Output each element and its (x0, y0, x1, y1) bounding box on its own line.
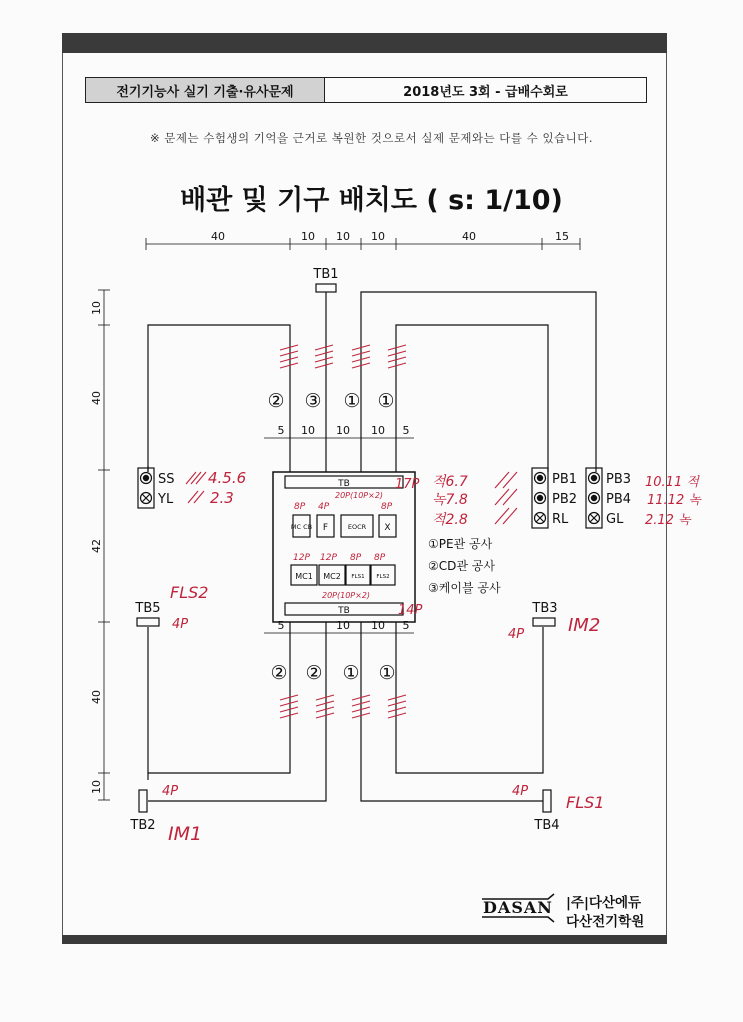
lamp-rl-label: RL (552, 512, 569, 527)
hw-im2: IM2 (568, 615, 601, 636)
relay-x-label: X (384, 523, 391, 533)
dim-lower-3: 5 (402, 619, 410, 632)
pipe-type-lower-0: ② (270, 662, 288, 684)
dim-lower-2: 10 (371, 619, 385, 632)
dim-upper-4: 5 (402, 424, 410, 437)
hw-gl-count: 2.12 녹 (645, 513, 691, 528)
diagram-title: 배관 및 기구 배치도 ( s: 1/10) (180, 185, 563, 216)
pipe-type-lower-3: ① (378, 662, 396, 684)
hw-mc1-pins: 12P (293, 553, 310, 563)
panel-tb-bottom-label: TB (338, 606, 350, 616)
tb2-label: TB2 (130, 818, 156, 833)
lamp-gl-label: GL (606, 512, 624, 527)
conduit-tb2 (148, 622, 326, 801)
pipe-type-upper-1: ③ (304, 390, 322, 412)
fls2-label: FLS2 (376, 574, 390, 580)
notice-text: ※ 문제는 수험생의 기억을 근거로 복원한 것으로서 실제 문제와는 다를 수 있습니다. (149, 131, 594, 145)
hw-tb2-pins: 4P (162, 784, 179, 799)
mc1-label: MC1 (295, 572, 313, 581)
conduit-pb1 (396, 325, 548, 472)
panel-tb-top-label: TB (338, 479, 350, 489)
header-subject: 전기기능사 실기 기출·유사문제 (86, 78, 325, 102)
dim-top-2: 10 (336, 230, 350, 243)
lamp-yl-label: YL (158, 492, 174, 507)
dim-left-0: 10 (90, 301, 103, 315)
hw-pb4-count: 11.12 녹 (647, 493, 701, 508)
tb3-label: TB3 (532, 601, 558, 616)
hw-tb3-pins: 4P (508, 627, 525, 642)
pipe-type-lower-2: ① (342, 662, 360, 684)
dim-top-4: 40 (462, 230, 476, 243)
legend-cd: ②CD관 공사 (428, 559, 495, 573)
lamp-pb1-label: PB1 (552, 472, 578, 487)
hw-fls1: FLS1 (566, 793, 605, 812)
fuse-label: F (322, 523, 329, 533)
hw-r2: 녹7.8 (432, 492, 468, 508)
dim-top-3: 10 (371, 230, 385, 243)
mc2-label: MC2 (323, 572, 341, 581)
hw-row2-extra: 20P(10P×2) (322, 591, 371, 600)
mccb-label: MC CB (290, 523, 313, 531)
dim-upper-1: 10 (301, 424, 315, 437)
hw-eocr-pins: 20P(10P×2) (335, 491, 384, 500)
conduit-tb3 (396, 622, 543, 773)
lamp-pb2-label: PB2 (552, 492, 578, 507)
tb3-box (533, 618, 555, 626)
lamp-ss-label: SS (158, 472, 175, 487)
tb5-box (137, 618, 159, 626)
ss-yl-box (138, 468, 154, 508)
tb1-label: TB1 (313, 267, 339, 282)
hw-fls2: FLS2 (170, 583, 209, 602)
legend-cable: ③케이블 공사 (428, 581, 501, 595)
hw-tb4-pins: 4P (512, 784, 529, 799)
dim-left-2: 42 (90, 539, 103, 553)
dim-upper-0: 5 (277, 424, 285, 437)
tb4-label: TB4 (534, 818, 560, 833)
tb5-label: TB5 (135, 601, 161, 616)
hw-pb3-count: 10.11 적 (645, 475, 699, 490)
hw-x-pins: 8P (381, 502, 393, 512)
pipe-type-lower-1: ② (305, 662, 323, 684)
tb2-box (139, 790, 147, 812)
eocr-label: EOCR (347, 523, 367, 531)
pipe-type-upper-3: ① (377, 390, 395, 412)
hw-im1: IM1 (168, 823, 203, 845)
lamp-pb3-label: PB3 (606, 472, 632, 487)
hw-mccb-pins: 8P (294, 502, 306, 512)
fls1-label: FLS1 (351, 574, 365, 580)
hw-r1: 적6.7 (432, 474, 468, 490)
hw-fls2-pins: 8P (374, 553, 386, 563)
dim-left-1: 40 (90, 391, 103, 405)
dim-upper-3: 10 (371, 424, 385, 437)
pipe-type-upper-2: ① (343, 390, 361, 412)
legend-pe: ①PE관 공사 (428, 537, 493, 551)
hw-fuse-pins: 4P (318, 502, 330, 512)
dim-upper-2: 10 (336, 424, 350, 437)
hw-ss-count: 4.5.6 (208, 469, 247, 487)
hw-tb-top-count: 17P (395, 477, 420, 492)
hw-yl-count: 2.3 (210, 489, 234, 507)
dim-top-1: 10 (301, 230, 315, 243)
org-name-2: 다산전기학원 (566, 914, 645, 930)
dim-lower-1: 10 (336, 619, 350, 632)
lamp-pb4-label: PB4 (606, 492, 632, 507)
dim-top-5: 15 (555, 230, 569, 243)
hw-fls1-pins: 8P (350, 553, 362, 563)
org-name-1: |주|다산에듀 (566, 895, 642, 911)
conduit-tb5-tb2 (148, 622, 290, 780)
hw-tb5-pins: 4P (172, 617, 189, 632)
dim-lower-0: 5 (277, 619, 285, 632)
dim-left-4: 10 (90, 780, 103, 794)
tb1-box (316, 284, 336, 292)
dim-left-3: 40 (90, 690, 103, 704)
hw-mc2-pins: 12P (320, 553, 337, 563)
dim-top-0: 40 (211, 230, 225, 243)
tb4-box (543, 790, 551, 812)
pipe-type-upper-0: ② (267, 390, 285, 412)
hw-tb-bottom-count: 14P (398, 603, 423, 618)
hw-r3: 적2.8 (432, 512, 468, 528)
header-exam: 2018년도 3회 - 급배수회로 (403, 84, 568, 100)
logo-brand: DASAN (483, 898, 553, 917)
